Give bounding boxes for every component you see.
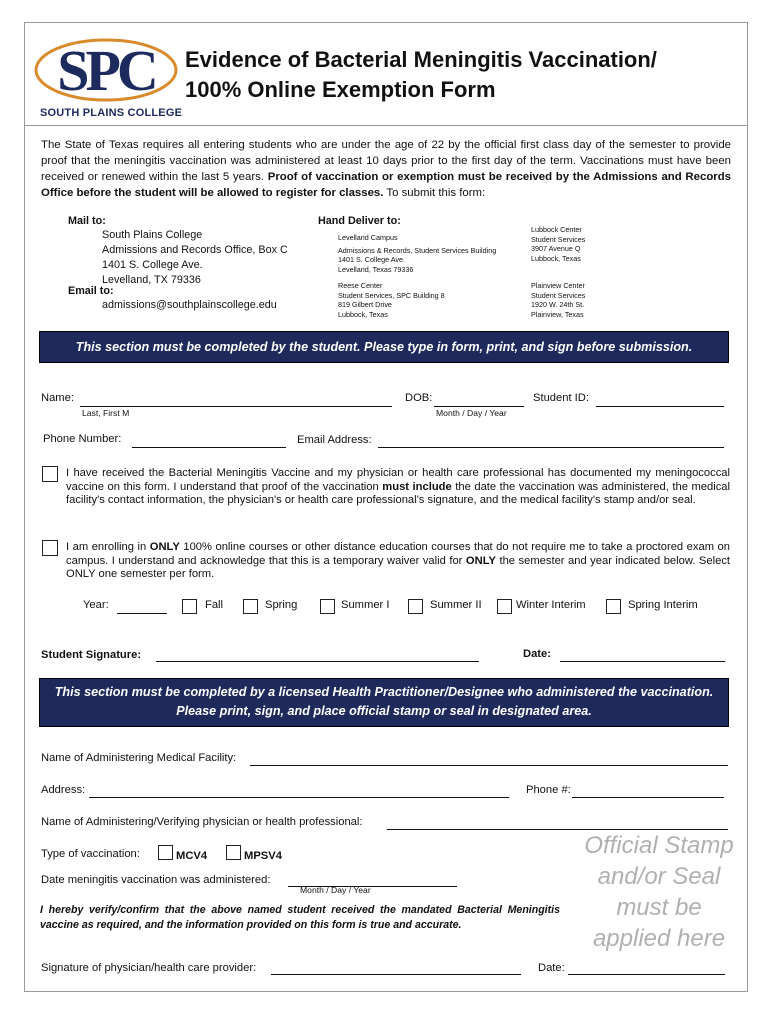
provider-banner-line-2: Please print, sign, and place official stamp or seal in designated area. <box>176 704 592 718</box>
provider-section-banner <box>39 678 729 727</box>
address-line: Levelland, Texas 79336 <box>338 264 414 274</box>
spring-label: Spring <box>265 599 298 611</box>
email-label: Email Address: <box>297 434 372 446</box>
address-line: Student Services, SPC Building 8 <box>338 290 445 300</box>
check2-text-mid: 100% online courses or other distance education courses that do not require me to take a proctored exam on campus. I understand and acknowledge that this is a temporary waiver valid for <box>66 541 731 567</box>
student-section-banner: This section must be completed by the student. Please type in form, print, and sign before submission. <box>39 331 729 363</box>
year-label: Year: <box>83 599 109 611</box>
title-line-2: 100% Online Exemption Form <box>185 77 496 102</box>
name-sublabel: Last, First M <box>82 408 130 418</box>
address-line: 1920 W. 24th St. <box>531 300 585 309</box>
check1-text-end: the date the vaccination was administered, the medical facility's contact information, the physician's or health care professional's signature, and the medical facility's stamp and/or seal. <box>66 480 731 506</box>
intro-paragraph <box>41 137 731 201</box>
title-line-1: Evidence of Bacterial Meningitis Vaccination/ <box>185 47 657 72</box>
student-id-field[interactable] <box>596 406 724 407</box>
summer-1-checkbox[interactable] <box>320 599 335 614</box>
stamp-line: Official Stamp <box>584 832 734 859</box>
date-administered-label: Date meningitis vaccination was administered: <box>41 874 271 886</box>
fall-label: Fall <box>205 599 224 611</box>
address-line: Lubbock, Texas <box>531 253 581 263</box>
student-date-field[interactable] <box>560 661 725 662</box>
student-id-label: Student ID: <box>533 392 589 404</box>
provider-date-label: Date: <box>538 962 565 974</box>
address-line: 3907 Avenue Q <box>531 244 581 253</box>
check2-bold: ONLY <box>149 541 180 553</box>
address-line: Student Services <box>531 234 586 244</box>
admissions-email-link[interactable]: admissions@southplainscollege.edu <box>102 299 277 311</box>
vaccine-received-text <box>66 467 730 508</box>
mcv4-checkbox[interactable] <box>158 845 173 860</box>
phone-field[interactable] <box>132 447 286 448</box>
facility-field[interactable] <box>250 765 728 766</box>
phone-label: Phone Number: <box>43 433 122 445</box>
year-field[interactable] <box>117 613 167 614</box>
email-to-label: Email to: <box>68 285 114 297</box>
address-line: Plainview Center <box>531 281 585 290</box>
mpsv4-checkbox[interactable] <box>226 845 241 860</box>
address-line: Plainview, Texas <box>531 309 584 319</box>
mail-address <box>102 228 288 288</box>
spring-checkbox[interactable] <box>243 599 258 614</box>
stamp-line: and/or Seal <box>597 863 721 890</box>
hand-deliver-label: Hand Deliver to: <box>318 215 401 227</box>
stamp-area <box>575 830 743 954</box>
dob-label: DOB: <box>405 392 433 404</box>
form-title <box>185 45 657 105</box>
lubbock-address <box>531 225 585 263</box>
provider-phone-label: Phone #: <box>526 784 571 796</box>
date-administered-sublabel: Month / Day / Year <box>300 885 371 895</box>
mail-line: Admissions and Records Office, Box C <box>102 244 288 256</box>
student-signature-field[interactable] <box>156 661 479 662</box>
online-exemption-checkbox[interactable] <box>42 540 58 556</box>
email-field[interactable] <box>378 447 724 448</box>
spring-interim-label: Spring Interim <box>628 599 698 611</box>
student-signature-label: Student Signature: <box>41 649 142 661</box>
summer-1-label: Summer I <box>341 599 390 611</box>
intro-bold-text: Proof of vaccination or exemption must be received by the Admissions and Records Office before the student will be allowed to register for classes. <box>41 171 731 199</box>
mail-line: South Plains College <box>102 229 203 241</box>
winter-interim-checkbox[interactable] <box>497 599 512 614</box>
college-name: SOUTH PLAINS COLLEGE <box>40 107 183 119</box>
address-field[interactable] <box>89 797 509 798</box>
check2-bold-2: ONLY <box>465 554 496 567</box>
address-line: Lubbock, Texas <box>338 309 388 319</box>
stamp-line: applied here <box>592 925 726 952</box>
vaccine-received-checkbox[interactable] <box>42 466 58 482</box>
check2-text: I am enrolling in <box>66 541 147 553</box>
plainview-address <box>531 281 585 319</box>
header-divider <box>24 125 748 126</box>
dob-field[interactable] <box>434 406 524 407</box>
stamp-line: must be <box>616 894 702 921</box>
provider-signature-label: Signature of physician/health care provider: <box>41 962 257 974</box>
intro-end-text: To submit this form: <box>386 187 486 199</box>
online-exemption-text <box>66 541 730 582</box>
address-line: Admissions & Records, Student Services Building <box>338 245 497 255</box>
address-line: Reese Center <box>338 281 383 290</box>
provider-phone-field[interactable] <box>572 797 724 798</box>
provider-date-field[interactable] <box>568 974 725 975</box>
mcv4-label: MCV4 <box>176 850 208 862</box>
svg-text:SPC: SPC <box>57 38 155 103</box>
mail-to-label: Mail to: <box>68 215 106 227</box>
intro-text: The State of Texas requires all entering students who are under the age of 22 by the official first class day of the semester to provide proof that the meningitis vaccination was administered at least 10 days prior to the first day of the term. Vaccinations must have been received or renewed within the last 5 years. <box>41 139 731 183</box>
physician-label: Name of Administering/Verifying physician or health professional: <box>41 816 363 828</box>
provider-signature-field[interactable] <box>271 974 521 975</box>
name-label: Name: <box>41 392 74 404</box>
check1-text: I have received the Bacterial Meningitis Vaccine and my physician or health care professional has documented my meningococcal vaccine on this form. I understand that proof of the vaccination <box>66 467 730 493</box>
dob-sublabel: Month / Day / Year <box>436 408 507 418</box>
verification-statement: I hereby verify/confirm that the above named student received the mandated Bacterial Meningitis vaccine as required, and the information provided on this form is true and accurate. <box>40 904 560 931</box>
summer-2-label: Summer II <box>430 599 482 611</box>
provider-banner-line-1: This section must be completed by a licensed Health Practitioner/Designee who administered the vaccination. <box>54 685 714 699</box>
fall-checkbox[interactable] <box>182 599 197 614</box>
check1-bold: must include <box>382 480 452 493</box>
check2-text-end: the semester and year indicated below. Select ONLY one semester per form. <box>66 554 731 580</box>
mail-line: Levelland, TX 79336 <box>102 274 201 286</box>
facility-label: Name of Administering Medical Facility: <box>41 752 237 764</box>
vaccination-type-label: Type of vaccination: <box>41 848 140 860</box>
mail-line: 1401 S. College Ave. <box>102 259 203 271</box>
winter-interim-label: Winter Interim <box>516 599 586 611</box>
summer-2-checkbox[interactable] <box>408 599 423 614</box>
levelland-address <box>338 233 496 274</box>
spring-interim-checkbox[interactable] <box>606 599 621 614</box>
reese-address <box>338 281 445 319</box>
student-date-label: Date: <box>523 648 551 660</box>
name-field[interactable] <box>80 406 392 407</box>
address-line: 1401 S. College Ave. <box>338 255 405 264</box>
address-line: 819 Gilbert Drive <box>338 300 392 309</box>
address-line: Student Services <box>531 290 586 300</box>
mpsv4-label: MPSV4 <box>244 850 282 862</box>
address-label: Address: <box>41 784 86 796</box>
address-line: Levelland Campus <box>338 233 398 242</box>
address-line: Lubbock Center <box>531 225 582 234</box>
